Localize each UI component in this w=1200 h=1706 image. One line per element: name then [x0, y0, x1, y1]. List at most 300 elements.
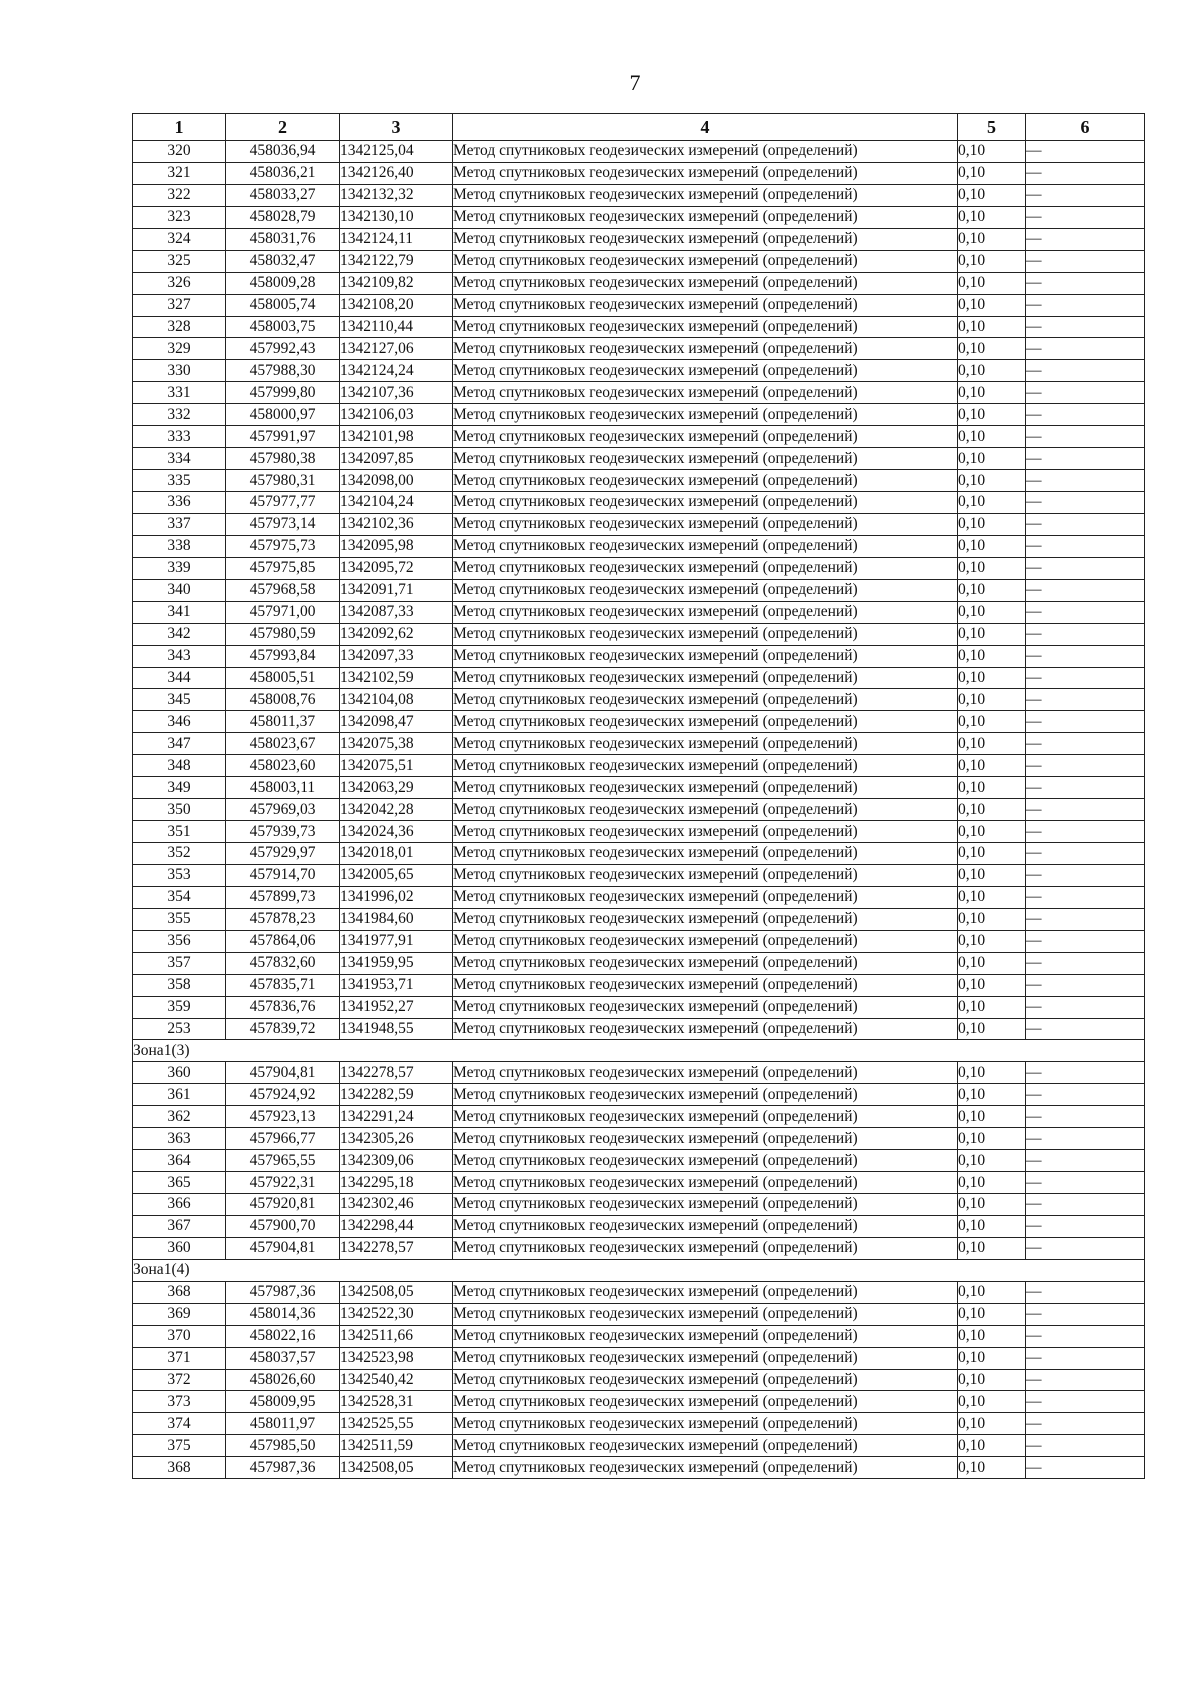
header-cell: 3 [340, 114, 453, 141]
table-row [133, 1457, 1145, 1479]
method-cell: Метод спутниковых геодезических измерений (определений) [453, 996, 958, 1018]
point-number-cell: 375 [133, 1435, 226, 1457]
point-number-cell: 327 [133, 294, 226, 316]
header-cell: 4 [453, 114, 958, 141]
method-cell: Метод спутниковых геодезических измерений (определений) [453, 579, 958, 601]
point-number-cell: 353 [133, 864, 226, 886]
description-cell: — [1026, 294, 1145, 316]
y-coordinate-cell: 1342091,71 [340, 579, 453, 601]
y-coordinate-cell: 1342511,59 [340, 1435, 453, 1457]
description-cell: — [1026, 360, 1145, 382]
point-number-cell: 373 [133, 1391, 226, 1413]
accuracy-cell: 0,10 [958, 864, 1026, 886]
table-row [133, 733, 1145, 755]
method-cell: Метод спутниковых геодезических измерений (определений) [453, 141, 958, 163]
y-coordinate-cell: 1341952,27 [340, 996, 453, 1018]
method-cell: Метод спутниковых геодезических измерений (определений) [453, 623, 958, 645]
y-coordinate-cell: 1342278,57 [340, 1062, 453, 1084]
x-coordinate-cell: 457993,84 [226, 645, 340, 667]
x-coordinate-cell: 458022,16 [226, 1325, 340, 1347]
x-coordinate-cell: 458011,97 [226, 1413, 340, 1435]
y-coordinate-cell: 1342132,32 [340, 184, 453, 206]
header-cell: 1 [133, 114, 226, 141]
table-row [133, 1303, 1145, 1325]
accuracy-cell: 0,10 [958, 513, 1026, 535]
y-coordinate-cell: 1342095,72 [340, 557, 453, 579]
method-cell: Метод спутниковых геодезических измерений (определений) [453, 1128, 958, 1150]
method-cell: Метод спутниковых геодезических измерений (определений) [453, 1369, 958, 1391]
accuracy-cell: 0,10 [958, 579, 1026, 601]
table-row [133, 492, 1145, 514]
point-number-cell: 328 [133, 316, 226, 338]
table-row [133, 908, 1145, 930]
y-coordinate-cell: 1342101,98 [340, 426, 453, 448]
y-coordinate-cell: 1342278,57 [340, 1237, 453, 1259]
accuracy-cell: 0,10 [958, 1172, 1026, 1194]
description-cell: — [1026, 1435, 1145, 1457]
description-cell: — [1026, 382, 1145, 404]
y-coordinate-cell: 1342508,05 [340, 1457, 453, 1479]
accuracy-cell: 0,10 [958, 1281, 1026, 1303]
y-coordinate-cell: 1342130,10 [340, 206, 453, 228]
accuracy-cell: 0,10 [958, 557, 1026, 579]
point-number-cell: 362 [133, 1106, 226, 1128]
y-coordinate-cell: 1342523,98 [340, 1347, 453, 1369]
description-cell: — [1026, 974, 1145, 996]
x-coordinate-cell: 458003,75 [226, 316, 340, 338]
description-cell: — [1026, 470, 1145, 492]
accuracy-cell: 0,10 [958, 316, 1026, 338]
accuracy-cell: 0,10 [958, 1150, 1026, 1172]
x-coordinate-cell: 457929,97 [226, 843, 340, 865]
x-coordinate-cell: 457904,81 [226, 1237, 340, 1259]
point-number-cell: 370 [133, 1325, 226, 1347]
description-cell: — [1026, 1194, 1145, 1216]
header-cell: 6 [1026, 114, 1145, 141]
y-coordinate-cell: 1342126,40 [340, 162, 453, 184]
method-cell: Метод спутниковых геодезических измерений (определений) [453, 1303, 958, 1325]
method-cell: Метод спутниковых геодезических измерений (определений) [453, 426, 958, 448]
description-cell: — [1026, 711, 1145, 733]
y-coordinate-cell: 1342087,33 [340, 601, 453, 623]
y-coordinate-cell: 1342291,24 [340, 1106, 453, 1128]
method-cell: Метод спутниковых геодезических измерений (определений) [453, 1150, 958, 1172]
point-number-cell: 336 [133, 492, 226, 514]
y-coordinate-cell: 1342295,18 [340, 1172, 453, 1194]
description-cell: — [1026, 579, 1145, 601]
accuracy-cell: 0,10 [958, 1391, 1026, 1413]
x-coordinate-cell: 458037,57 [226, 1347, 340, 1369]
accuracy-cell: 0,10 [958, 1457, 1026, 1479]
method-cell: Метод спутниковых геодезических измерений (определений) [453, 930, 958, 952]
description-cell: — [1026, 601, 1145, 623]
point-number-cell: 344 [133, 667, 226, 689]
accuracy-cell: 0,10 [958, 733, 1026, 755]
table-row [133, 755, 1145, 777]
table-row [133, 162, 1145, 184]
accuracy-cell: 0,10 [958, 1128, 1026, 1150]
zone-header-row [133, 1040, 1145, 1062]
point-number-cell: 352 [133, 843, 226, 865]
description-cell: — [1026, 623, 1145, 645]
description-cell: — [1026, 228, 1145, 250]
method-cell: Метод спутниковых геодезических измерений (определений) [453, 513, 958, 535]
description-cell: — [1026, 513, 1145, 535]
y-coordinate-cell: 1342098,47 [340, 711, 453, 733]
method-cell: Метод спутниковых геодезических измерений (определений) [453, 1237, 958, 1259]
table-row [133, 228, 1145, 250]
x-coordinate-cell: 457977,77 [226, 492, 340, 514]
table-row [133, 952, 1145, 974]
y-coordinate-cell: 1342122,79 [340, 250, 453, 272]
method-cell: Метод спутниковых геодезических измерений (определений) [453, 1062, 958, 1084]
table-row [133, 799, 1145, 821]
y-coordinate-cell: 1342063,29 [340, 777, 453, 799]
description-cell: — [1026, 996, 1145, 1018]
y-coordinate-cell: 1342108,20 [340, 294, 453, 316]
y-coordinate-cell: 1342127,06 [340, 338, 453, 360]
point-number-cell: 349 [133, 777, 226, 799]
y-coordinate-cell: 1342097,85 [340, 448, 453, 470]
description-cell: — [1026, 250, 1145, 272]
accuracy-cell: 0,10 [958, 1215, 1026, 1237]
accuracy-cell: 0,10 [958, 206, 1026, 228]
description-cell: — [1026, 1150, 1145, 1172]
y-coordinate-cell: 1342124,11 [340, 228, 453, 250]
table-row [133, 1325, 1145, 1347]
x-coordinate-cell: 457839,72 [226, 1018, 340, 1040]
x-coordinate-cell: 457968,58 [226, 579, 340, 601]
x-coordinate-cell: 457969,03 [226, 799, 340, 821]
x-coordinate-cell: 458028,79 [226, 206, 340, 228]
point-number-cell: 345 [133, 689, 226, 711]
method-cell: Метод спутниковых геодезических измерений (определений) [453, 470, 958, 492]
description-cell: — [1026, 1391, 1145, 1413]
table-row [133, 711, 1145, 733]
table-row [133, 360, 1145, 382]
table-row [133, 667, 1145, 689]
table-row [133, 338, 1145, 360]
method-cell: Метод спутниковых геодезических измерений (определений) [453, 1018, 958, 1040]
y-coordinate-cell: 1342075,38 [340, 733, 453, 755]
x-coordinate-cell: 458023,60 [226, 755, 340, 777]
method-cell: Метод спутниковых геодезических измерений (определений) [453, 777, 958, 799]
table-row [133, 1347, 1145, 1369]
x-coordinate-cell: 457987,36 [226, 1281, 340, 1303]
table-row [133, 1106, 1145, 1128]
description-cell: — [1026, 1457, 1145, 1479]
point-number-cell: 320 [133, 141, 226, 163]
method-cell: Метод спутниковых геодезических измерений (определений) [453, 886, 958, 908]
x-coordinate-cell: 457987,36 [226, 1457, 340, 1479]
y-coordinate-cell: 1342305,26 [340, 1128, 453, 1150]
x-coordinate-cell: 458008,76 [226, 689, 340, 711]
x-coordinate-cell: 458036,21 [226, 162, 340, 184]
point-number-cell: 354 [133, 886, 226, 908]
accuracy-cell: 0,10 [958, 886, 1026, 908]
x-coordinate-cell: 457920,81 [226, 1194, 340, 1216]
point-number-cell: 363 [133, 1128, 226, 1150]
description-cell: — [1026, 316, 1145, 338]
method-cell: Метод спутниковых геодезических измерений (определений) [453, 294, 958, 316]
table-header [133, 114, 1145, 141]
method-cell: Метод спутниковых геодезических измерений (определений) [453, 535, 958, 557]
method-cell: Метод спутниковых геодезических измерений (определений) [453, 843, 958, 865]
point-number-cell: 337 [133, 513, 226, 535]
x-coordinate-cell: 457922,31 [226, 1172, 340, 1194]
point-number-cell: 364 [133, 1150, 226, 1172]
method-cell: Метод спутниковых геодезических измерений (определений) [453, 360, 958, 382]
x-coordinate-cell: 457973,14 [226, 513, 340, 535]
accuracy-cell: 0,10 [958, 1018, 1026, 1040]
x-coordinate-cell: 457923,13 [226, 1106, 340, 1128]
table-row [133, 513, 1145, 535]
y-coordinate-cell: 1342092,62 [340, 623, 453, 645]
method-cell: Метод спутниковых геодезических измерений (определений) [453, 908, 958, 930]
x-coordinate-cell: 458033,27 [226, 184, 340, 206]
table-row [133, 623, 1145, 645]
description-cell: — [1026, 141, 1145, 163]
description-cell: — [1026, 930, 1145, 952]
accuracy-cell: 0,10 [958, 1237, 1026, 1259]
point-number-cell: 368 [133, 1281, 226, 1303]
table-row [133, 645, 1145, 667]
table-row [133, 404, 1145, 426]
method-cell: Метод спутниковых геодезических измерений (определений) [453, 799, 958, 821]
table-row [133, 250, 1145, 272]
y-coordinate-cell: 1342075,51 [340, 755, 453, 777]
method-cell: Метод спутниковых геодезических измерений (определений) [453, 755, 958, 777]
point-number-cell: 339 [133, 557, 226, 579]
point-number-cell: 372 [133, 1369, 226, 1391]
method-cell: Метод спутниковых геодезических измерений (определений) [453, 206, 958, 228]
point-number-cell: 343 [133, 645, 226, 667]
x-coordinate-cell: 457836,76 [226, 996, 340, 1018]
accuracy-cell: 0,10 [958, 1413, 1026, 1435]
y-coordinate-cell: 1342018,01 [340, 843, 453, 865]
method-cell: Метод спутниковых геодезических измерений (определений) [453, 974, 958, 996]
y-coordinate-cell: 1342098,00 [340, 470, 453, 492]
description-cell: — [1026, 1062, 1145, 1084]
table-row [133, 448, 1145, 470]
description-cell: — [1026, 535, 1145, 557]
table-row [133, 1435, 1145, 1457]
accuracy-cell: 0,10 [958, 272, 1026, 294]
accuracy-cell: 0,10 [958, 930, 1026, 952]
y-coordinate-cell: 1342110,44 [340, 316, 453, 338]
accuracy-cell: 0,10 [958, 250, 1026, 272]
table-row [133, 382, 1145, 404]
method-cell: Метод спутниковых геодезических измерений (определений) [453, 492, 958, 514]
table-row [133, 141, 1145, 163]
y-coordinate-cell: 1341984,60 [340, 908, 453, 930]
x-coordinate-cell: 458011,37 [226, 711, 340, 733]
description-cell: — [1026, 448, 1145, 470]
description-cell: — [1026, 1018, 1145, 1040]
x-coordinate-cell: 457966,77 [226, 1128, 340, 1150]
accuracy-cell: 0,10 [958, 1084, 1026, 1106]
accuracy-cell: 0,10 [958, 360, 1026, 382]
x-coordinate-cell: 458003,11 [226, 777, 340, 799]
description-cell: — [1026, 689, 1145, 711]
description-cell: — [1026, 184, 1145, 206]
point-number-cell: 371 [133, 1347, 226, 1369]
x-coordinate-cell: 457899,73 [226, 886, 340, 908]
page-number: 7 [629, 70, 641, 95]
point-number-cell: 335 [133, 470, 226, 492]
accuracy-cell: 0,10 [958, 1435, 1026, 1457]
table-row [133, 864, 1145, 886]
y-coordinate-cell: 1342109,82 [340, 272, 453, 294]
table-row [133, 974, 1145, 996]
table-row [133, 1150, 1145, 1172]
point-number-cell: 351 [133, 821, 226, 843]
point-number-cell: 359 [133, 996, 226, 1018]
description-cell: — [1026, 821, 1145, 843]
method-cell: Метод спутниковых геодезических измерений (определений) [453, 272, 958, 294]
method-cell: Метод спутниковых геодезических измерений (определений) [453, 864, 958, 886]
table-row [133, 184, 1145, 206]
table-row [133, 1369, 1145, 1391]
table-row [133, 886, 1145, 908]
x-coordinate-cell: 457914,70 [226, 864, 340, 886]
accuracy-cell: 0,10 [958, 711, 1026, 733]
method-cell: Метод спутниковых геодезических измерений (определений) [453, 162, 958, 184]
y-coordinate-cell: 1342005,65 [340, 864, 453, 886]
point-number-cell: 338 [133, 535, 226, 557]
accuracy-cell: 0,10 [958, 908, 1026, 930]
table-row [133, 777, 1145, 799]
y-coordinate-cell: 1342508,05 [340, 1281, 453, 1303]
description-cell: — [1026, 1369, 1145, 1391]
table-row [133, 557, 1145, 579]
table-row [133, 1084, 1145, 1106]
x-coordinate-cell: 458031,76 [226, 228, 340, 250]
y-coordinate-cell: 1342522,30 [340, 1303, 453, 1325]
point-number-cell: 365 [133, 1172, 226, 1194]
y-coordinate-cell: 1341977,91 [340, 930, 453, 952]
method-cell: Метод спутниковых геодезических измерений (определений) [453, 1281, 958, 1303]
header-row [133, 114, 1145, 141]
table-row [133, 689, 1145, 711]
zone-header-row [133, 1259, 1145, 1281]
y-coordinate-cell: 1342528,31 [340, 1391, 453, 1413]
point-number-cell: 321 [133, 162, 226, 184]
y-coordinate-cell: 1342298,44 [340, 1215, 453, 1237]
point-number-cell: 374 [133, 1413, 226, 1435]
accuracy-cell: 0,10 [958, 1347, 1026, 1369]
accuracy-cell: 0,10 [958, 601, 1026, 623]
x-coordinate-cell: 458005,51 [226, 667, 340, 689]
y-coordinate-cell: 1342124,24 [340, 360, 453, 382]
accuracy-cell: 0,10 [958, 228, 1026, 250]
x-coordinate-cell: 457832,60 [226, 952, 340, 974]
method-cell: Метод спутниковых геодезических измерений (определений) [453, 1457, 958, 1479]
method-cell: Метод спутниковых геодезических измерений (определений) [453, 228, 958, 250]
x-coordinate-cell: 457900,70 [226, 1215, 340, 1237]
description-cell: — [1026, 952, 1145, 974]
description-cell: — [1026, 733, 1145, 755]
point-number-cell: 324 [133, 228, 226, 250]
x-coordinate-cell: 457988,30 [226, 360, 340, 382]
y-coordinate-cell: 1342042,28 [340, 799, 453, 821]
y-coordinate-cell: 1342511,66 [340, 1325, 453, 1347]
point-number-cell: 355 [133, 908, 226, 930]
point-number-cell: 368 [133, 1457, 226, 1479]
accuracy-cell: 0,10 [958, 974, 1026, 996]
description-cell: — [1026, 886, 1145, 908]
method-cell: Метод спутниковых геодезических измерений (определений) [453, 1325, 958, 1347]
accuracy-cell: 0,10 [958, 382, 1026, 404]
point-number-cell: 322 [133, 184, 226, 206]
table-row [133, 272, 1145, 294]
y-coordinate-cell: 1342104,08 [340, 689, 453, 711]
method-cell: Метод спутниковых геодезических измерений (определений) [453, 645, 958, 667]
accuracy-cell: 0,10 [958, 338, 1026, 360]
description-cell: — [1026, 557, 1145, 579]
x-coordinate-cell: 457904,81 [226, 1062, 340, 1084]
accuracy-cell: 0,10 [958, 1194, 1026, 1216]
description-cell: — [1026, 777, 1145, 799]
accuracy-cell: 0,10 [958, 141, 1026, 163]
header-cell: 2 [226, 114, 340, 141]
x-coordinate-cell: 457985,50 [226, 1435, 340, 1457]
point-number-cell: 329 [133, 338, 226, 360]
y-coordinate-cell: 1341959,95 [340, 952, 453, 974]
table-row [133, 601, 1145, 623]
x-coordinate-cell: 457992,43 [226, 338, 340, 360]
method-cell: Метод спутниковых геодезических измерений (определений) [453, 404, 958, 426]
x-coordinate-cell: 457975,85 [226, 557, 340, 579]
accuracy-cell: 0,10 [958, 492, 1026, 514]
accuracy-cell: 0,10 [958, 623, 1026, 645]
method-cell: Метод спутниковых геодезических измерений (определений) [453, 448, 958, 470]
accuracy-cell: 0,10 [958, 799, 1026, 821]
y-coordinate-cell: 1342107,36 [340, 382, 453, 404]
y-coordinate-cell: 1342302,46 [340, 1194, 453, 1216]
table-row [133, 294, 1145, 316]
accuracy-cell: 0,10 [958, 821, 1026, 843]
x-coordinate-cell: 457939,73 [226, 821, 340, 843]
table-row [133, 821, 1145, 843]
y-coordinate-cell: 1342106,03 [340, 404, 453, 426]
method-cell: Метод спутниковых геодезических измерений (определений) [453, 1172, 958, 1194]
point-number-cell: 332 [133, 404, 226, 426]
method-cell: Метод спутниковых геодезических измерений (определений) [453, 1106, 958, 1128]
x-coordinate-cell: 458036,94 [226, 141, 340, 163]
description-cell: — [1026, 799, 1145, 821]
accuracy-cell: 0,10 [958, 843, 1026, 865]
accuracy-cell: 0,10 [958, 535, 1026, 557]
x-coordinate-cell: 457878,23 [226, 908, 340, 930]
table-row [133, 1062, 1145, 1084]
y-coordinate-cell: 1342024,36 [340, 821, 453, 843]
y-coordinate-cell: 1342097,33 [340, 645, 453, 667]
point-number-cell: 325 [133, 250, 226, 272]
table-row [133, 930, 1145, 952]
point-number-cell: 367 [133, 1215, 226, 1237]
accuracy-cell: 0,10 [958, 755, 1026, 777]
point-number-cell: 366 [133, 1194, 226, 1216]
x-coordinate-cell: 457980,31 [226, 470, 340, 492]
method-cell: Метод спутниковых геодезических измерений (определений) [453, 250, 958, 272]
table-row [133, 206, 1145, 228]
method-cell: Метод спутниковых геодезических измерений (определений) [453, 382, 958, 404]
zone-label: Зона1(4) [133, 1259, 1145, 1281]
table-row [133, 843, 1145, 865]
y-coordinate-cell: 1342282,59 [340, 1084, 453, 1106]
method-cell: Метод спутниковых геодезических измерений (определений) [453, 689, 958, 711]
